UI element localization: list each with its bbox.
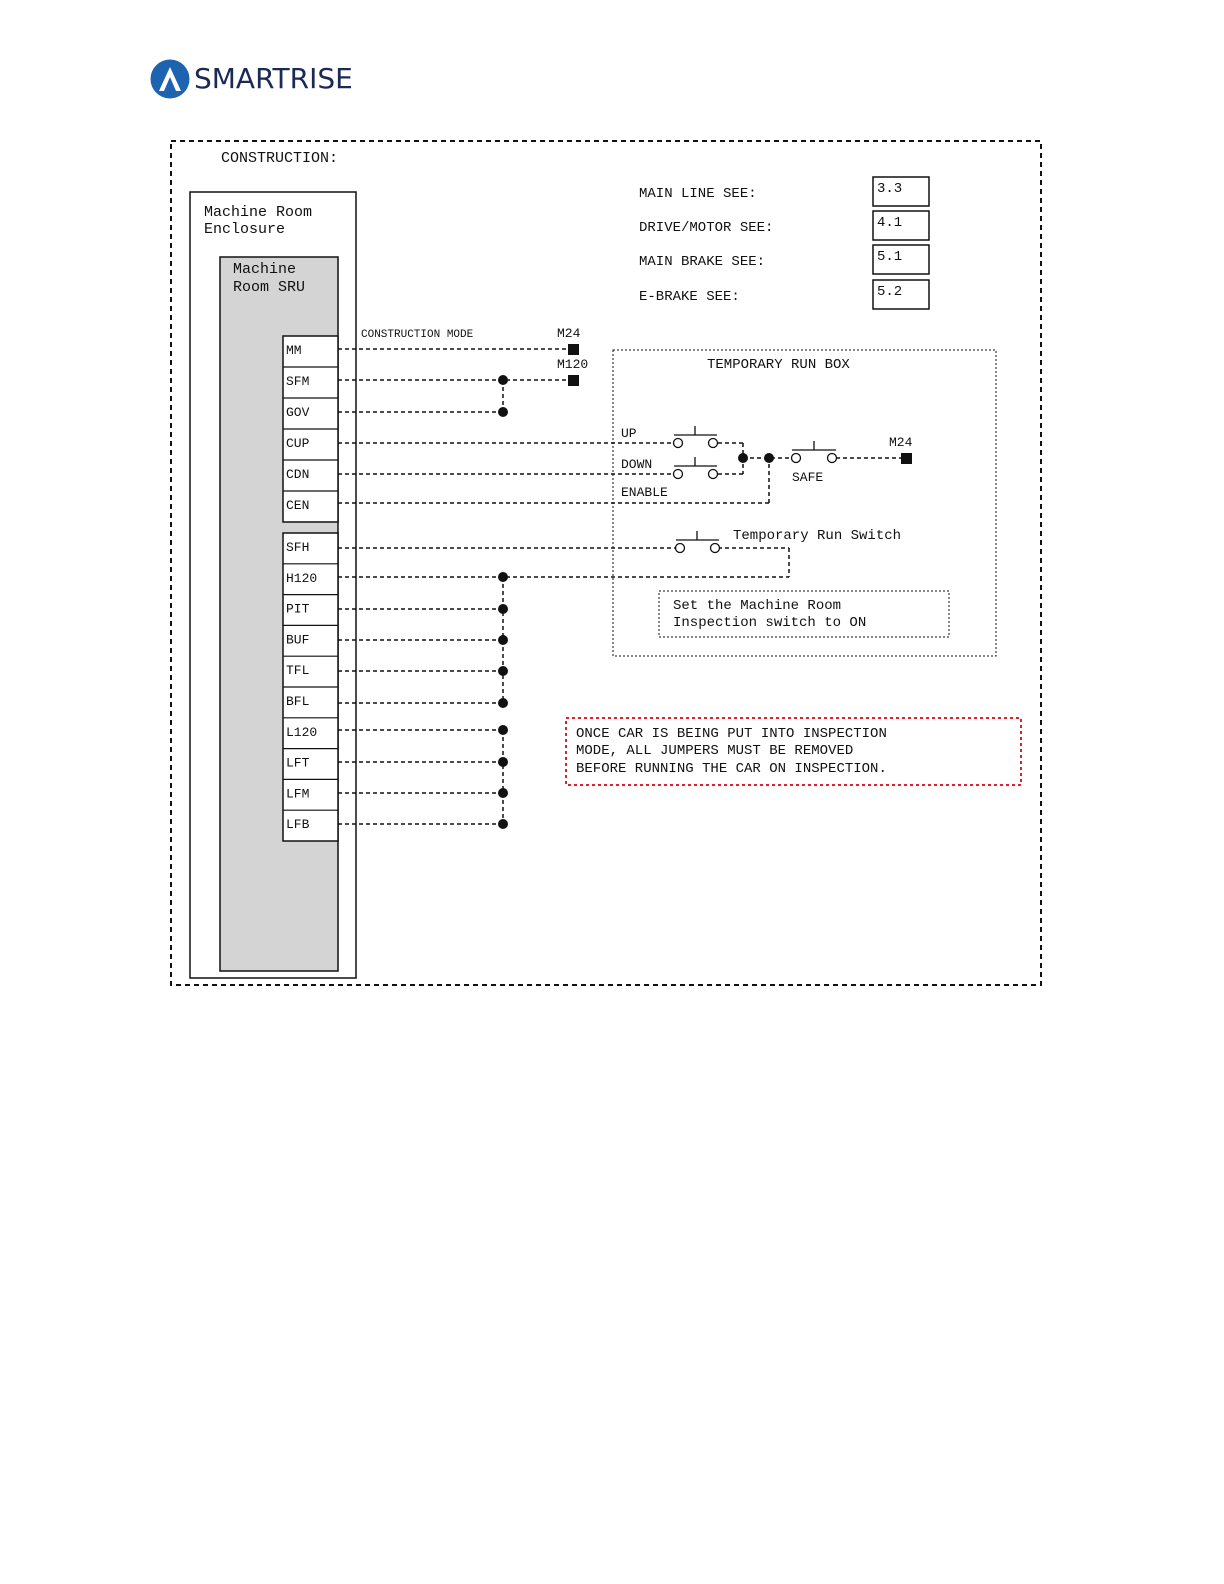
reference-value: 3.3 [877,181,903,197]
reference-label: DRIVE/MOTOR SEE: [639,220,774,236]
reference-value: 4.1 [877,215,903,231]
diagram-title: CONSTRUCTION: [221,150,339,167]
junction-dot [738,453,748,463]
up-switch [674,426,718,448]
terminal-block-top [283,336,338,522]
junction-dot [764,453,774,463]
terminal-label-cdn: CDN [286,467,310,482]
construction-mode-label: CONSTRUCTION MODE [361,329,474,341]
junction-dot [498,407,508,417]
terminal-label-h120: H120 [286,570,318,586]
run-switch-label: Temporary Run Switch [733,528,902,544]
run-box-title: TEMPORARY RUN BOX [707,357,850,373]
terminal-label-l120: L120 [286,724,318,740]
terminal-label-cen: CEN [286,498,310,513]
terminal-label-mm: MM [286,343,302,358]
m120-terminal [568,375,579,386]
terminal-label-lfm: LFM [286,786,310,802]
m24-terminal [568,344,579,355]
enable-label: ENABLE [621,485,668,500]
enclosure-label-line1: Machine Room [204,204,313,221]
temporary-run-switch [676,531,720,553]
terminal-label-cup: CUP [286,436,310,451]
m24-label: M24 [557,326,581,341]
terminal-block-bottom [283,533,338,841]
warning-line2: MODE, ALL JUMPERS MUST BE REMOVED [576,743,854,759]
reference-value: 5.2 [877,284,903,300]
junction-dot [498,698,508,708]
down-label: DOWN [621,457,653,472]
terminal-label-gov: GOV [286,405,310,420]
reference-label: MAIN LINE SEE: [639,186,757,202]
warning-line1: ONCE CAR IS BEING PUT INTO INSPECTION [576,726,887,742]
reference-label: MAIN BRAKE SEE: [639,254,766,270]
junction-dot [498,788,508,798]
runbox-m24-terminal [901,453,912,464]
runbox-m24-label: M24 [889,435,913,450]
inspection-note-line2: Inspection switch to ON [673,615,867,631]
junction-dot [498,757,508,767]
terminal-label-lft: LFT [286,755,310,771]
terminal-label-sfm: SFM [286,374,310,389]
junction-dot [498,572,508,582]
terminal-label-bfl: BFL [286,694,310,709]
junction-dot [498,725,508,735]
enclosure-label-line2: Enclosure [204,221,286,238]
junction-dot [498,666,508,676]
terminal-label-lfb: LFB [286,817,310,833]
safe-label: SAFE [792,470,824,485]
up-label: UP [621,426,637,441]
junction-dot [498,604,508,614]
reference-label: E-BRAKE SEE: [639,289,740,305]
junction-dot [498,375,508,385]
sru-label-line1: Machine [233,261,297,278]
brand-name: SMARTRISE [194,62,353,95]
terminal-label-buf: BUF [286,632,310,648]
m120-label: M120 [557,357,589,372]
terminal-label-sfh: SFH [286,540,310,555]
down-switch [674,457,718,479]
sru-label-line2: Room SRU [233,279,306,296]
reference-value: 5.1 [877,249,903,265]
reference-list [639,177,929,309]
inspection-note-line1: Set the Machine Room [673,598,842,614]
safe-switch [792,441,837,463]
warning-line3: BEFORE RUNNING THE CAR ON INSPECTION. [576,761,887,777]
junction-dot [498,819,508,829]
junction-dot [498,635,508,645]
terminal-label-pit: PIT [286,601,310,617]
terminal-label-tfl: TFL [286,663,310,679]
